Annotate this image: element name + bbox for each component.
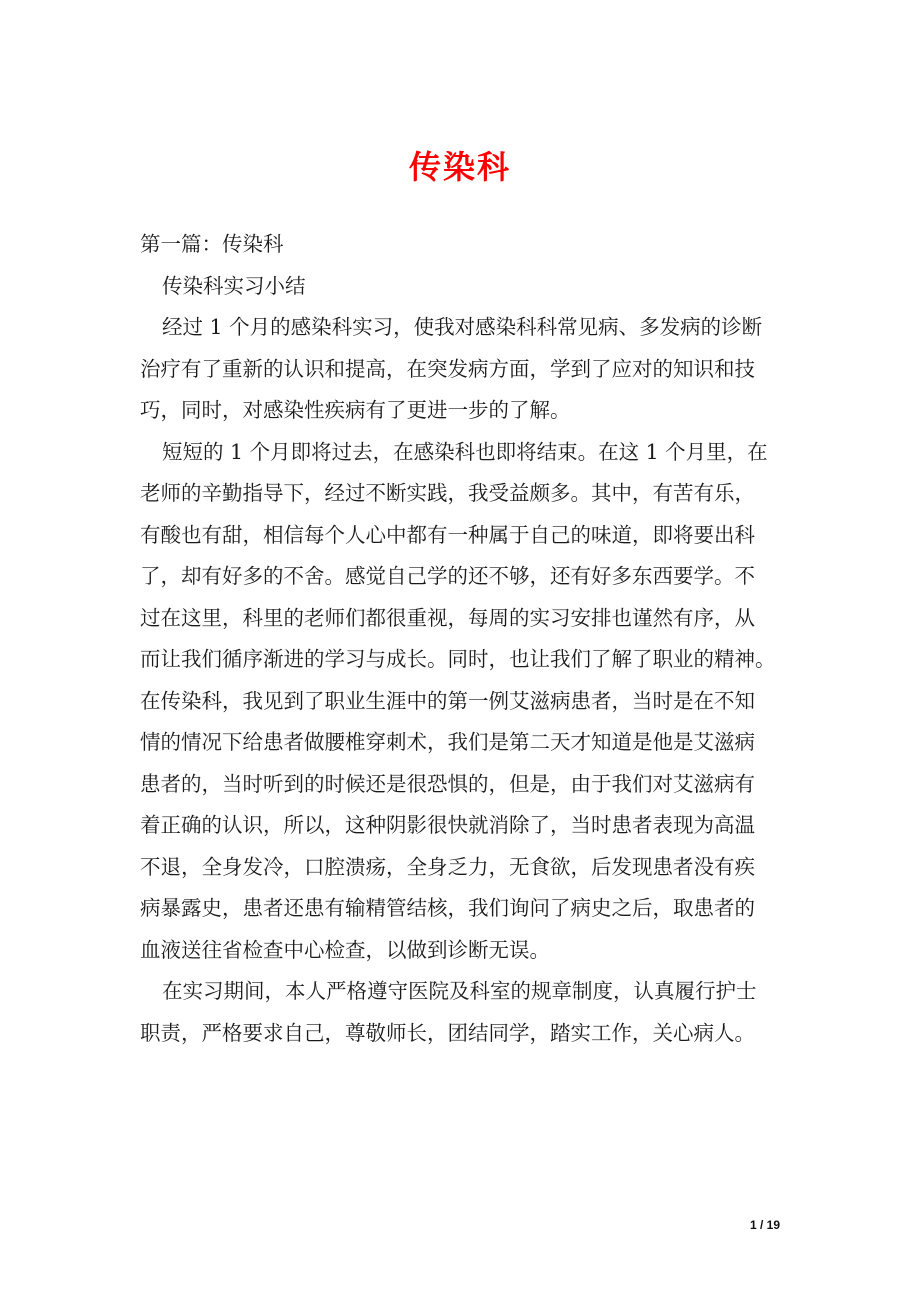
paragraph-line: 短短的 1 个月即将过去，在感染科也即将结束。在这 1 个月里，在	[162, 439, 768, 464]
subtitle: 传染科实习小结	[162, 273, 306, 298]
paragraph-line: 经过 1 个月的感染科实习，使我对感染科科常见病、多发病的诊断	[162, 315, 763, 339]
paragraph-line: 情的情况下给患者做腰椎穿刺术，我们是第二天才知道是他是艾滋病	[140, 730, 755, 754]
paragraph-line: 巧，同时，对感染性疾病有了更进一步的了解。	[140, 398, 571, 422]
paragraph-line: 过在这里，科里的老师们都很重视，每周的实习安排也谨然有序，从	[140, 605, 755, 630]
document-body	[140, 224, 785, 1054]
paragraph-line: 治疗有了重新的认识和提高，在突发病方面，学到了应对的知识和技	[140, 356, 755, 381]
paragraph-line: 患者的，当时听到的时候还是很恐惧的，但是，由于我们对艾滋病有	[140, 771, 755, 796]
paragraph-line: 而让我们循序渐进的学习与成长。同时，也让我们了解了职业的精神。	[140, 647, 776, 671]
page-number: 1 / 19	[749, 1218, 780, 1232]
paragraph-line: 病暴露史，患者还患有输精管结核，我们询问了病史之后，取患者的	[140, 896, 755, 920]
paragraph-line: 有酸也有甜，相信每个人心中都有一种属于自己的味道，即将要出科	[140, 522, 755, 547]
paragraph-line: 职责，严格要求自己，尊敬师长，团结同学，踏实工作，关心病人。	[140, 1020, 755, 1045]
document-title: 传染科	[408, 148, 511, 186]
paragraph-line: 着正确的认识，所以，这种阴影很快就消除了，当时患者表现为高温	[140, 813, 755, 837]
paragraph-line: 在实习期间，本人严格遵守医院及科室的规章制度，认真履行护士	[162, 979, 757, 1003]
paragraph-line: 了，却有好多的不舍。感觉自己学的还不够，还有好多东西要学。不	[140, 564, 755, 588]
paragraph-line: 不退，全身发冷，口腔溃疡，全身乏力，无食欲，后发现患者没有疾	[140, 854, 755, 879]
section-heading: 第一篇：传染科	[140, 232, 284, 256]
paragraph-line: 在传染科，我见到了职业生涯中的第一例艾滋病患者，当时是在不知	[140, 688, 755, 713]
paragraph-line: 老师的辛勤指导下，经过不断实践，我受益颇多。其中，有苦有乐，	[140, 481, 755, 505]
paragraph-line: 血液送往省检查中心检查，以做到诊断无误。	[140, 937, 550, 962]
